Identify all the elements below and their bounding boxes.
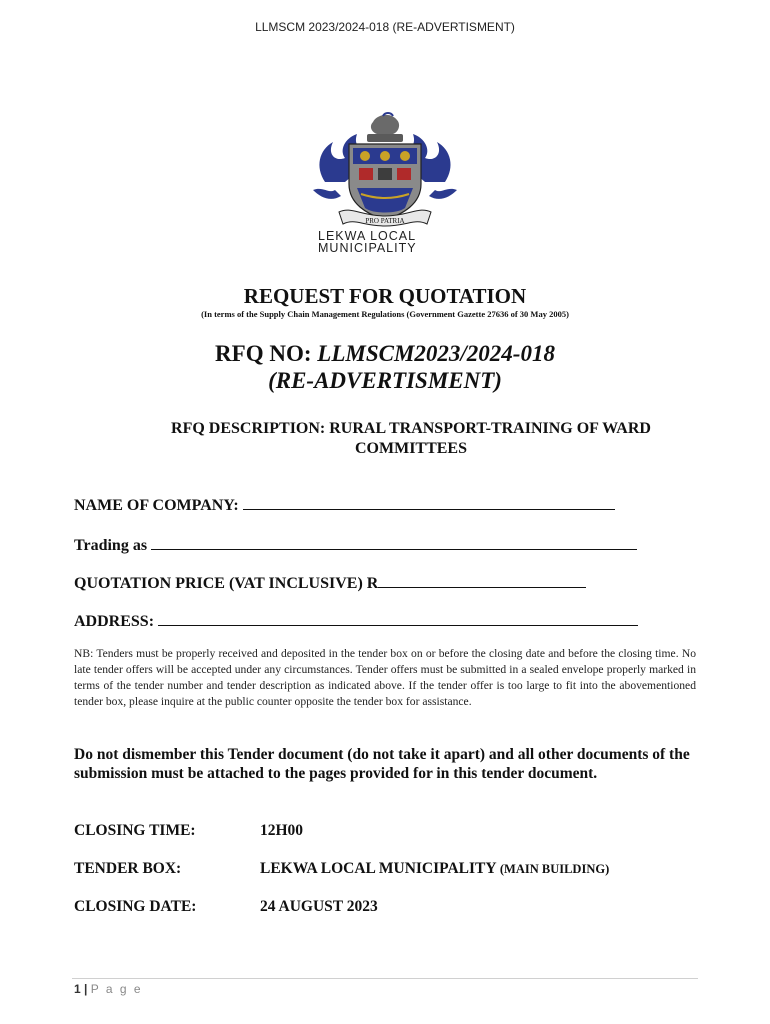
municipality-name-line1: LEKWA LOCAL: [318, 229, 417, 243]
closing-date-value: 24 AUGUST 2023: [260, 898, 378, 915]
page-footer: [74, 982, 143, 996]
rfq-number: LLMSCM2023/2024-018: [317, 341, 555, 366]
closing-time-label: CLOSING TIME:: [74, 822, 196, 839]
address-blank[interactable]: [158, 611, 638, 626]
trading-as-field: [74, 535, 637, 555]
rfq-prefix: RFQ NO:: [215, 341, 318, 366]
header-document-code: LLMSCM 2023/2024-018 (RE-ADVERTISMENT): [255, 20, 515, 34]
quotation-price-label: QUOTATION PRICE (VAT INCLUSIVE) R: [74, 575, 379, 592]
page-word: P a g e: [90, 982, 143, 996]
tender-box-label: TENDER BOX:: [74, 860, 182, 877]
footer-divider: [72, 978, 698, 979]
company-name-blank[interactable]: [243, 495, 615, 510]
document-title: REQUEST FOR QUOTATION: [243, 284, 527, 308]
municipality-name-line2: MUNICIPALITY: [318, 241, 417, 255]
page-number: 1: [74, 982, 81, 996]
address-label: ADDRESS:: [74, 613, 155, 630]
quotation-price-field: [74, 573, 586, 593]
quotation-price-blank[interactable]: [378, 573, 586, 588]
closing-time-value: 12H00: [260, 822, 304, 839]
rfq-readvert: (RE-ADVERTISMENT): [268, 368, 502, 393]
crest-motto: PRO PATRIA: [365, 217, 405, 225]
nb-notice: NB: Tenders must be properly received and deposited in the tender box on or before the closing date and before the closing time. No late tender offers will be accepted under any circumstances. Tender offers must be submitted in a sealed envelope properly marked in terms of the tender number and tender description as indicated above. If the tender offer is too large to fit into the abovementioned tender box, please inquire at the public counter opposite the tender box for assistance.: [74, 647, 696, 708]
municipal-crest-logo: [305, 112, 465, 232]
trading-as-label: Trading as: [74, 537, 148, 554]
dismember-warning: Do not dismember this Tender document (do not take it apart) and all other documents of the submission must be attached to the pages provided for in this tender document.: [74, 746, 690, 782]
rfq-description: RFQ DESCRIPTION: RURAL TRANSPORT-TRAINING OF WARD COMMITTEES: [171, 420, 651, 457]
closing-date-label: CLOSING DATE:: [74, 898, 197, 915]
company-name-label: NAME OF COMPANY:: [74, 497, 239, 514]
address-field: [74, 611, 638, 631]
trading-as-blank[interactable]: [151, 535, 637, 550]
municipality-name: [318, 230, 417, 254]
tender-box-value-group: [260, 860, 609, 878]
footer-separator: |: [84, 982, 88, 996]
rfq-number-block: [0, 340, 770, 394]
tender-box-note: (MAIN BUILDING): [499, 862, 610, 876]
document-subtitle: (In terms of the Supply Chain Management Regulations (Government Gazette 27636 of 30 May 2005): [201, 309, 569, 319]
tender-box-value: LEKWA LOCAL MUNICIPALITY: [260, 860, 496, 877]
company-name-field: [74, 495, 615, 515]
